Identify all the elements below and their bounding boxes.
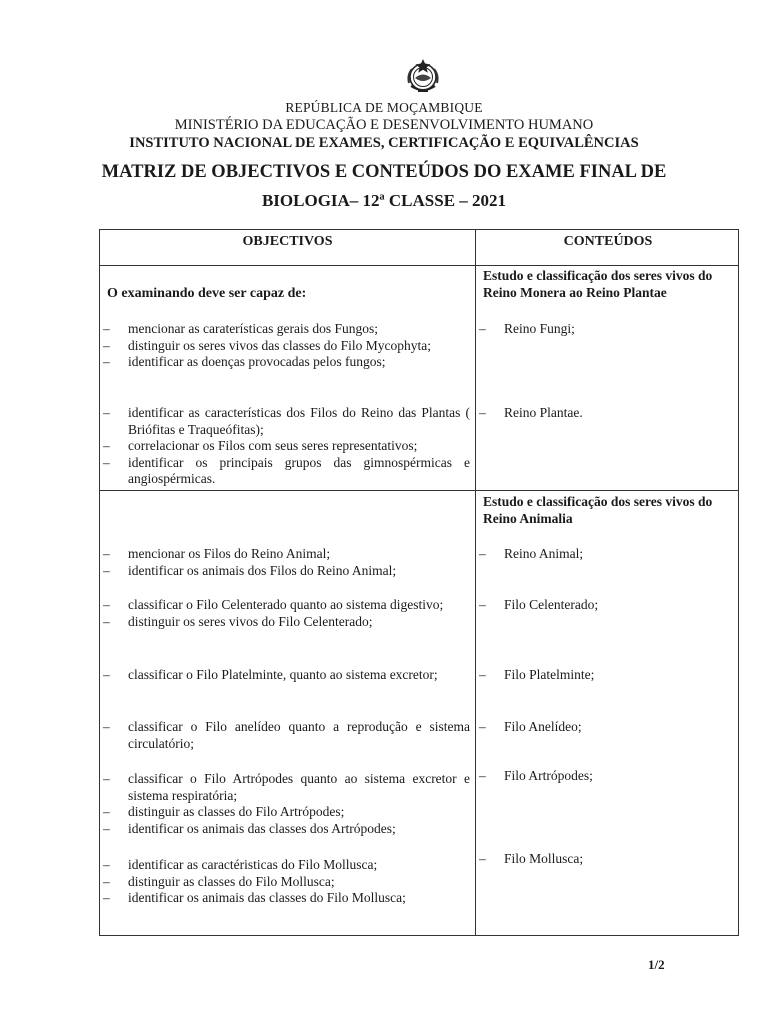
content-group (478, 851, 736, 868)
objective-item: – identificar os animais dos Filos do Reino Animal; (102, 563, 470, 580)
objective-group (102, 546, 470, 579)
content-item: – Filo Artrópodes; (478, 768, 736, 785)
objective-item: – classificar o Filo Platelminte, quanto ao sistema excretor; (102, 667, 470, 684)
intro-text: O examinando deve ser capaz de: (107, 286, 307, 301)
objectives-contents-table (99, 229, 739, 936)
objective-item: – distinguir as classes do Filo Artrópodes; (102, 804, 470, 821)
objective-item: – distinguir os seres vivos das classes do Filo Mycophyta; (102, 338, 470, 355)
header-divider (100, 265, 738, 266)
content-item: – Reino Plantae. (478, 405, 736, 422)
column-header-contents: CONTEÚDOS (563, 234, 653, 249)
objective-item: – classificar o Filo anelídeo quanto a reprodução e sistema circulatório; (102, 719, 470, 752)
content-group (478, 667, 736, 684)
objective-group (102, 719, 470, 752)
objective-item: – mencionar as caraterísticas gerais dos Fungos; (102, 321, 470, 338)
objective-item: – correlacionar os Filos com seus seres representativos; (102, 438, 470, 455)
section-title: Estudo e classificação dos seres vivos do Reino Monera ao Reino Plantae (483, 268, 713, 300)
content-item: – Reino Fungi; (478, 321, 736, 338)
objective-item: – identificar os animais das classes do Filo Mollusca; (102, 890, 470, 907)
content-item: – Reino Animal; (478, 546, 736, 563)
content-item: – Filo Anelídeo; (478, 719, 736, 736)
ministry-line: MINISTÉRIO DA EDUCAÇÃO E DESENVOLVIMENTO HUMANO (174, 117, 594, 133)
content-group (478, 405, 736, 422)
objective-item: – identificar os principais grupos das gimnospérmicas e angiospérmicas. (102, 455, 470, 488)
objective-item: – classificar o Filo Celenterado quanto ao sistema digestivo; (102, 597, 470, 614)
objective-item: – identificar as características dos Filos do Reino das Plantas ( Briófitas e Traqueófitas); (102, 405, 470, 438)
objective-group (102, 597, 470, 630)
mozambique-coat-of-arms-icon (403, 56, 443, 96)
page-number: 1/2 (648, 957, 665, 972)
objective-item: – distinguir as classes do Filo Mollusca; (102, 874, 470, 891)
objective-group (102, 857, 470, 907)
content-item: – Filo Celenterado; (478, 597, 736, 614)
objective-item: – mencionar os Filos do Reino Animal; (102, 546, 470, 563)
document-title: MATRIZ DE OBJECTIVOS E CONTEÚDOS DO EXAME FINAL DE (101, 162, 667, 182)
content-group (478, 597, 736, 614)
objective-item: – identificar as caractéristicas do Filo Mollusca; (102, 857, 470, 874)
section-title: Estudo e classificação dos seres vivos do Reino Animalia (483, 494, 713, 526)
column-header-objectives: OBJECTIVOS (242, 234, 333, 249)
objective-group (102, 667, 470, 684)
content-item: – Filo Mollusca; (478, 851, 736, 868)
objective-item: – distinguir os seres vivos do Filo Celenterado; (102, 614, 470, 631)
republic-line: REPÚBLICA DE MOÇAMBIQUE (285, 100, 483, 115)
objective-group (102, 405, 470, 488)
institute-line: INSTITUTO NACIONAL DE EXAMES, CERTIFICAÇÃO E EQUIVALÊNCIAS (129, 135, 639, 151)
objective-group (102, 321, 470, 371)
section-divider (100, 490, 738, 491)
objective-group (102, 771, 470, 837)
column-divider (475, 230, 476, 935)
content-item: – Filo Platelminte; (478, 667, 736, 684)
objective-item: – identificar os animais das classes dos Artrópodes; (102, 821, 470, 838)
content-group (478, 546, 736, 563)
document-subtitle: BIOLOGIA– 12ª CLASSE – 2021 (261, 191, 507, 210)
content-group (478, 321, 736, 338)
objective-item: – identificar as doenças provocadas pelos fungos; (102, 354, 470, 371)
objective-item: – classificar o Filo Artrópodes quanto ao sistema excretor e sistema respiratória; (102, 771, 470, 804)
content-group (478, 768, 736, 785)
content-group (478, 719, 736, 736)
